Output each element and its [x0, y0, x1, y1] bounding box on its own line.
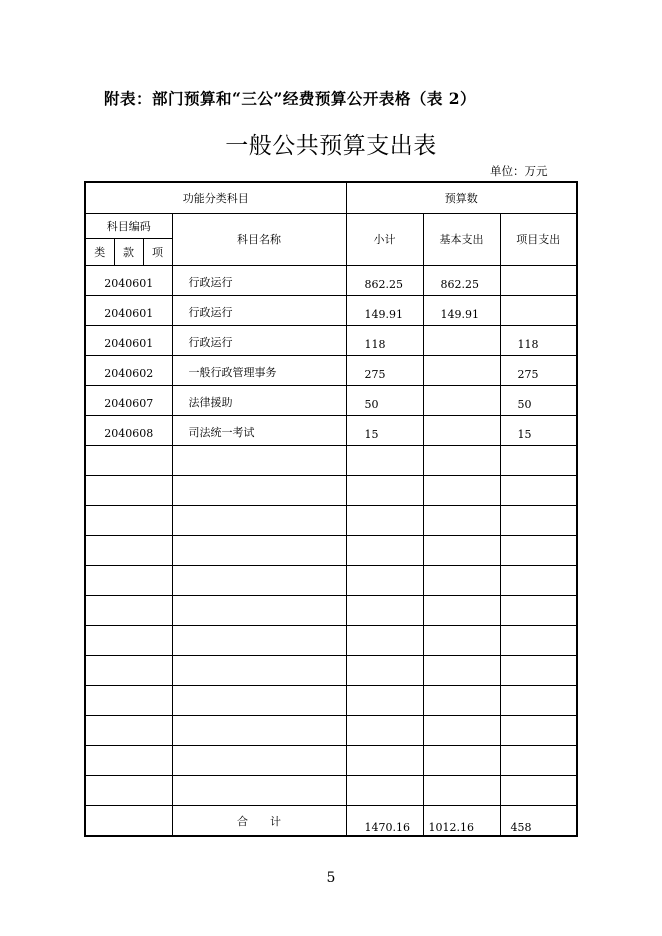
unit-label: 单位：万元 — [490, 164, 548, 178]
empty-basic-cell — [423, 595, 500, 625]
budget-table — [84, 181, 578, 837]
empty-subtotal-cell — [346, 715, 423, 745]
empty-code-cell — [85, 625, 172, 655]
empty-project-cell — [500, 685, 577, 715]
header-subtotal: 小计 — [346, 213, 423, 265]
empty-project-cell — [500, 595, 577, 625]
empty-code-cell — [85, 445, 172, 475]
basic-cell: 862.25 — [423, 265, 500, 295]
empty-name-cell — [172, 445, 346, 475]
subtotal-cell: 50 — [346, 385, 423, 415]
empty-row — [85, 655, 577, 685]
header-budget-group: 预算数 — [346, 182, 577, 213]
total-project: 458 — [500, 805, 577, 836]
subtotal-cell: 118 — [346, 325, 423, 355]
empty-code-cell — [85, 715, 172, 745]
table-title: 一般公共预算支出表 — [225, 133, 437, 159]
empty-subtotal-cell — [346, 565, 423, 595]
empty-row — [85, 565, 577, 595]
empty-subtotal-cell — [346, 685, 423, 715]
table-row — [85, 385, 577, 415]
subject-name-cell: 一般行政管理事务 — [172, 355, 346, 385]
subject-name-cell: 司法统一考试 — [172, 415, 346, 445]
empty-row — [85, 745, 577, 775]
project-cell — [500, 295, 577, 325]
subtotal-cell: 862.25 — [346, 265, 423, 295]
subject-name-cell: 行政运行 — [172, 325, 346, 355]
subject-code-cell: 2040602 — [85, 355, 172, 385]
header-xiang: 项 — [143, 238, 172, 265]
empty-basic-cell — [423, 715, 500, 745]
page-number: 5 — [326, 870, 336, 886]
empty-project-cell — [500, 535, 577, 565]
empty-name-cell — [172, 655, 346, 685]
attachment-heading: 附表：部门预算和“三公”经费预算公开表格（表 2） — [104, 89, 477, 108]
empty-subtotal-cell — [346, 625, 423, 655]
empty-project-cell — [500, 445, 577, 475]
table-row — [85, 325, 577, 355]
subtotal-cell: 149.91 — [346, 295, 423, 325]
subject-name-cell: 行政运行 — [172, 295, 346, 325]
empty-name-cell — [172, 745, 346, 775]
empty-basic-cell — [423, 475, 500, 505]
project-cell: 50 — [500, 385, 577, 415]
empty-code-cell — [85, 505, 172, 535]
empty-project-cell — [500, 475, 577, 505]
empty-row — [85, 775, 577, 805]
empty-name-cell — [172, 565, 346, 595]
empty-code-cell — [85, 535, 172, 565]
basic-cell — [423, 355, 500, 385]
empty-basic-cell — [423, 685, 500, 715]
empty-subtotal-cell — [346, 775, 423, 805]
empty-subtotal-cell — [346, 655, 423, 685]
subtotal-cell: 275 — [346, 355, 423, 385]
empty-code-cell — [85, 775, 172, 805]
empty-name-cell — [172, 775, 346, 805]
project-cell: 15 — [500, 415, 577, 445]
header-lei: 类 — [85, 238, 114, 265]
subject-name-cell: 法律援助 — [172, 385, 346, 415]
empty-row — [85, 445, 577, 475]
project-cell — [500, 265, 577, 295]
empty-name-cell — [172, 535, 346, 565]
basic-cell — [423, 325, 500, 355]
header-subject-code: 科目编码 — [85, 213, 172, 238]
empty-project-cell — [500, 655, 577, 685]
total-label: 合 计 — [172, 805, 346, 836]
empty-basic-cell — [423, 745, 500, 775]
empty-project-cell — [500, 505, 577, 535]
empty-name-cell — [172, 475, 346, 505]
empty-basic-cell — [423, 535, 500, 565]
project-cell: 275 — [500, 355, 577, 385]
empty-code-cell — [85, 685, 172, 715]
header-function-group: 功能分类科目 — [85, 182, 346, 213]
header-subject-name: 科目名称 — [172, 213, 346, 265]
total-basic: 1012.16 — [423, 805, 500, 836]
table-row — [85, 265, 577, 295]
subject-code-cell: 2040607 — [85, 385, 172, 415]
empty-row — [85, 625, 577, 655]
empty-code-cell — [85, 655, 172, 685]
basic-cell — [423, 415, 500, 445]
header-kuan: 款 — [114, 238, 143, 265]
empty-name-cell — [172, 715, 346, 745]
table-row — [85, 355, 577, 385]
table-row — [85, 415, 577, 445]
empty-name-cell — [172, 505, 346, 535]
empty-row — [85, 595, 577, 625]
empty-row — [85, 715, 577, 745]
empty-project-cell — [500, 565, 577, 595]
empty-subtotal-cell — [346, 445, 423, 475]
empty-project-cell — [500, 625, 577, 655]
empty-name-cell — [172, 625, 346, 655]
header-basic: 基本支出 — [423, 213, 500, 265]
empty-code-cell — [85, 595, 172, 625]
empty-code-cell — [85, 745, 172, 775]
empty-name-cell — [172, 595, 346, 625]
empty-code-cell — [85, 475, 172, 505]
total-code-cell — [85, 805, 172, 836]
basic-cell — [423, 385, 500, 415]
basic-cell: 149.91 — [423, 295, 500, 325]
subject-code-cell: 2040601 — [85, 265, 172, 295]
empty-subtotal-cell — [346, 595, 423, 625]
empty-subtotal-cell — [346, 535, 423, 565]
subject-code-cell: 2040608 — [85, 415, 172, 445]
project-cell: 118 — [500, 325, 577, 355]
total-subtotal: 1470.16 — [346, 805, 423, 836]
empty-row — [85, 475, 577, 505]
empty-row — [85, 535, 577, 565]
subject-code-cell: 2040601 — [85, 295, 172, 325]
empty-basic-cell — [423, 625, 500, 655]
empty-project-cell — [500, 775, 577, 805]
empty-basic-cell — [423, 445, 500, 475]
empty-basic-cell — [423, 565, 500, 595]
empty-name-cell — [172, 685, 346, 715]
empty-subtotal-cell — [346, 745, 423, 775]
table-row — [85, 295, 577, 325]
empty-basic-cell — [423, 775, 500, 805]
empty-subtotal-cell — [346, 505, 423, 535]
subtotal-cell: 15 — [346, 415, 423, 445]
total-row — [85, 805, 577, 836]
empty-basic-cell — [423, 505, 500, 535]
empty-basic-cell — [423, 655, 500, 685]
empty-subtotal-cell — [346, 475, 423, 505]
empty-row — [85, 685, 577, 715]
empty-project-cell — [500, 715, 577, 745]
subject-code-cell: 2040601 — [85, 325, 172, 355]
empty-row — [85, 505, 577, 535]
empty-code-cell — [85, 565, 172, 595]
header-project: 项目支出 — [500, 213, 577, 265]
empty-project-cell — [500, 745, 577, 775]
subject-name-cell: 行政运行 — [172, 265, 346, 295]
